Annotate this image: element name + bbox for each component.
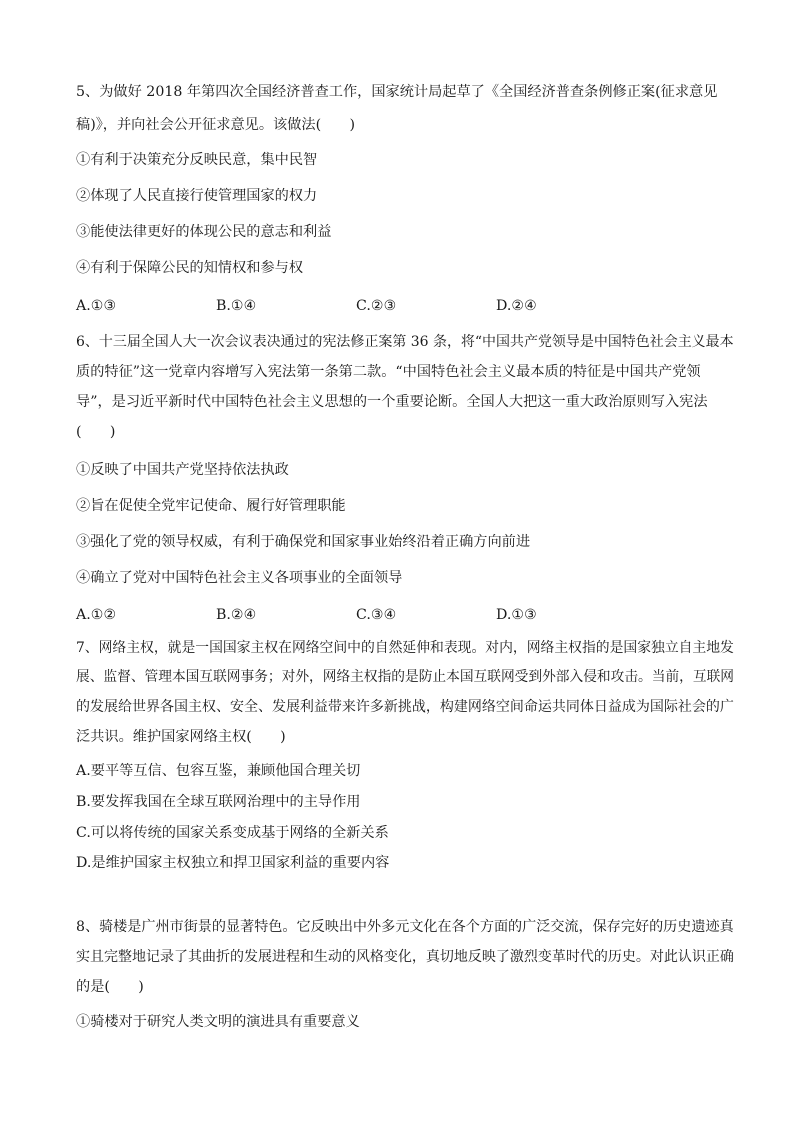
q6-item-4: ④确立了党对中国特色社会主义各项事业的全面领导	[76, 570, 403, 586]
q6-option-b: B.②④	[216, 607, 257, 623]
q6-item-1: ①反映了中国共产党坚持依法执政	[76, 462, 289, 478]
q7-option-d: D.是维护国家主权独立和捍卫国家利益的重要内容	[76, 855, 390, 871]
q6-option-c: C.③④	[356, 607, 397, 623]
q5-item-2: ②体现了人民直接行使管理国家的权力	[76, 188, 318, 204]
q6-option-d: D.①③	[496, 607, 537, 623]
q5-stem-line1: 5、为做好 2018 年第四次全国经济普查工作，国家统计局起草了《全国经济普查条例修正案(征求意见	[76, 84, 718, 100]
q6-item-3: ③强化了党的领导权威，有利于确保党和国家事业始终沿着正确方向前进	[76, 534, 531, 550]
q8-item-1: ①骑楼对于研究人类文明的演进具有重要意义	[76, 1014, 360, 1030]
q6-stem-line2: 质的特征”这一党章内容增写入宪法第一条第二款。“中国特色社会主义最本质的特征是中国共产党领	[76, 364, 701, 380]
q8-stem-line3: 的是( )	[76, 979, 144, 995]
q5-item-4: ④有利于保障公民的知情权和参与权	[76, 260, 304, 276]
q7-stem-line4: 泛共识。维护国家网络主权( )	[76, 729, 286, 745]
q5-item-1: ①有利于决策充分反映民意，集中民智	[76, 152, 318, 168]
q6-option-a: A.①②	[76, 607, 117, 623]
q6-stem-line1: 6、十三届全国人大一次会议表决通过的宪法修正案第 36 条，将“中国共产党领导是中国特色社会主义最本	[76, 334, 734, 350]
q6-stem-line3: 导”，是习近平新时代中国特色社会主义思想的一个重要论断。全国人大把这一重大政治原则写入宪法	[76, 394, 708, 410]
q7-stem-line2: 展、监督、管理本国互联网事务；对外，网络主权指的是防止本国互联网受到外部入侵和攻击。当前，互联网	[76, 669, 734, 685]
q8-stem-line1: 8、骑楼是广州市街景的显著特色。它反映出中外多元文化在各个方面的广泛交流，保存完好的历史遗迹真	[76, 919, 734, 935]
q7-option-b: B.要发挥我国在全球互联网治理中的主导作用	[76, 794, 361, 810]
q8-stem-line2: 实且完整地记录了其曲折的发展进程和生动的风格变化，真切地反映了激烈变革时代的历史。对此认识正确	[76, 949, 734, 965]
q5-option-a: A.①③	[76, 298, 117, 314]
q7-stem-line1: 7、网络主权，就是一国国家主权在网络空间中的自然延伸和表现。对内，网络主权指的是国家独立自主地发	[76, 640, 734, 656]
q7-option-a: A.要平等互信、包容互鉴，兼顾他国合理关切	[76, 763, 361, 779]
q5-option-c: C.②③	[356, 298, 397, 314]
q7-option-c: C.可以将传统的国家关系变成基于网络的全新关系	[76, 825, 389, 841]
q5-stem-line2: 稿)》，并向社会公开征求意见。该做法( )	[76, 117, 356, 133]
q5-option-b: B.①④	[216, 298, 257, 314]
q5-item-3: ③能使法律更好的体现公民的意志和利益	[76, 224, 332, 240]
q6-stem-line4: ( )	[76, 424, 116, 440]
q7-stem-line3: 的发展给世界各国主权、安全、发展利益带来许多新挑战，构建网络空间命运共同体日益成为国际社会的广	[76, 699, 734, 715]
q6-item-2: ②旨在促使全党牢记使命、履行好管理职能	[76, 498, 346, 514]
q5-option-d: D.②④	[496, 298, 537, 314]
